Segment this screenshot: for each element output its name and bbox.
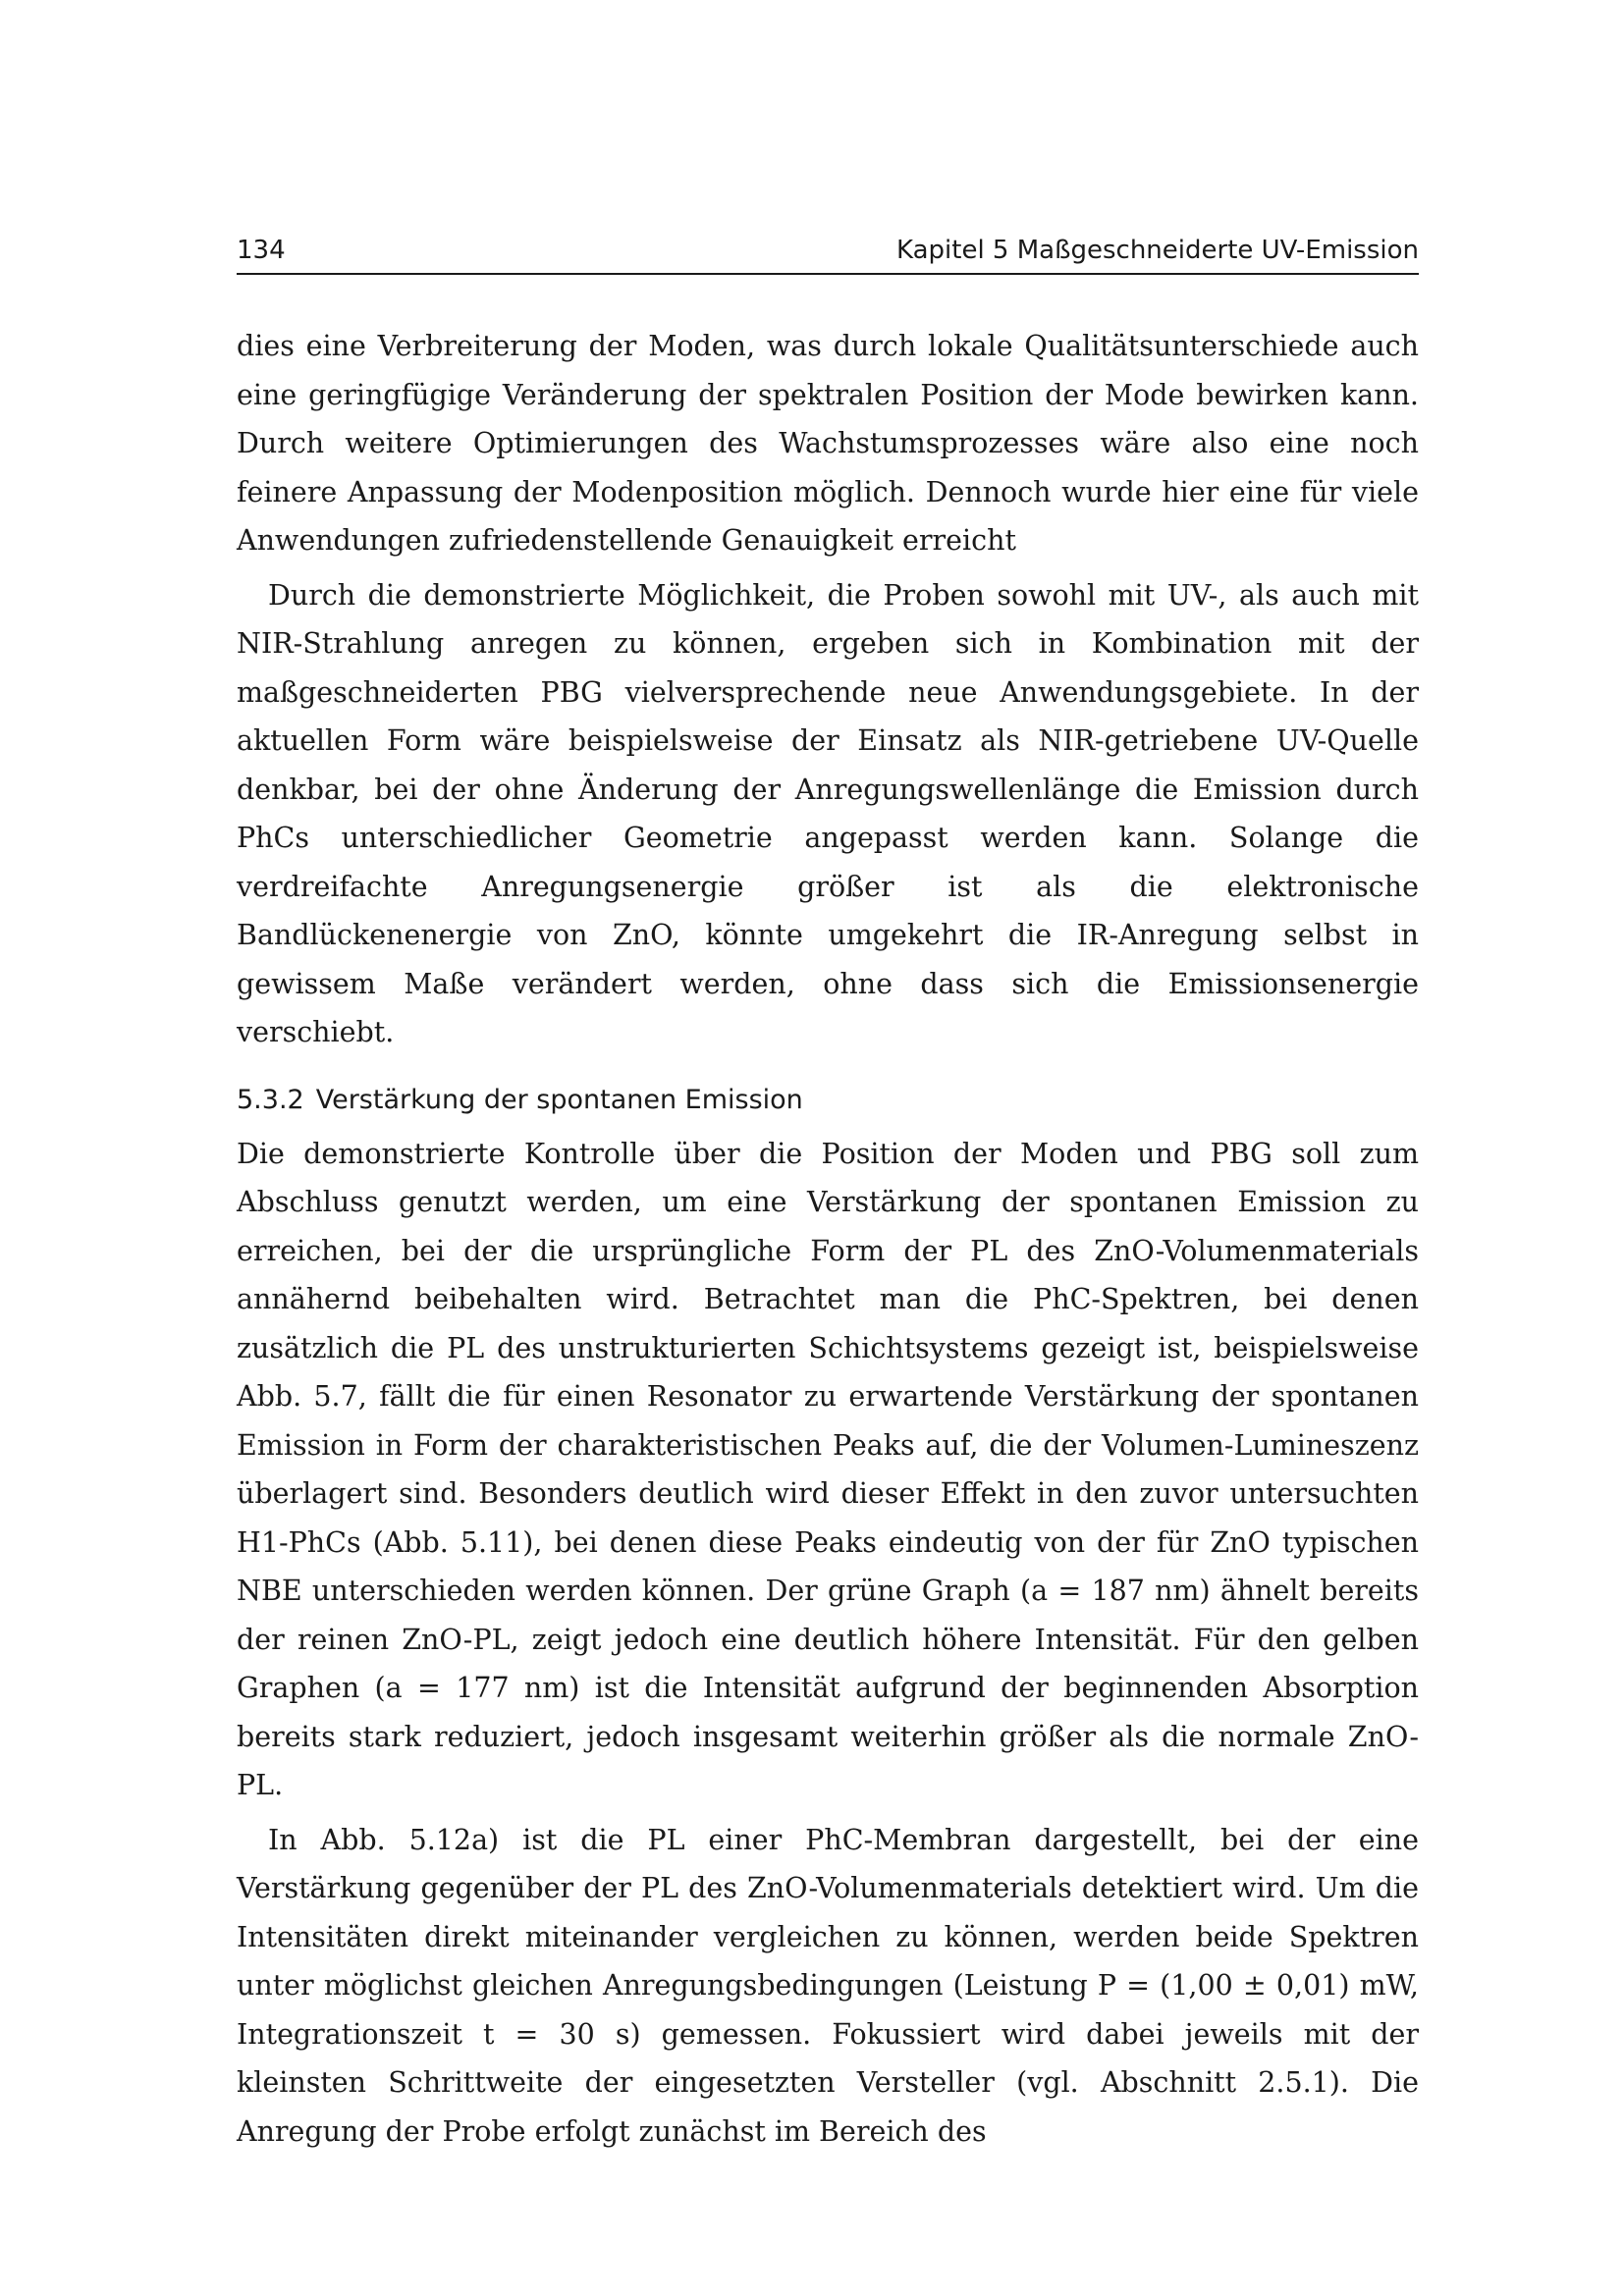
paragraph-4: In Abb. 5.12a) ist die PL einer PhC-Membran dargestellt, bei der eine Verstärkung gegenüber der PL des ZnO-Volumenmaterials detektiert wird. Um die Intensitäten direkt miteinander vergleichen zu können, werden beide Spektren unter möglichst gleichen Anregungsbedingungen (Leistung P = (1,00 ± 0,01) mW, Integrationszeit t = 30 s) gemessen. Fokussiert wird dabei jeweils mit der kleinsten Schrittweite der eingesetzten Versteller (vgl. Abschnitt 2.5.1). Die Anregung der Probe erfolgt zunächst im Bereich des	[237, 1823, 1419, 2148]
page-number: 134	[237, 236, 286, 265]
paragraph-3: Die demonstrierte Kontrolle über die Position der Moden und PBG soll zum Abschluss genutzt werden, um eine Verstärkung der spontanen Emission zu erreichen, bei der die ursprüngliche Form der PL des ZnO-Volumenmaterials annähernd beibehalten wird. Betrachtet man die PhC-Spektren, bei denen zusätzlich die PL des unstrukturierten Schichtsystems gezeigt ist, beispielsweise Abb. 5.7, fällt die für einen Resonator zu erwartende Verstärkung der spontanen Emission in Form der charakteristischen Peaks auf, die der Volumen-Lumineszenz überlagert sind. Besonders deutlich wird dieser Effekt in den zuvor untersuchten H1-PhCs (Abb. 5.11), bei denen diese Peaks eindeutig von der für ZnO typischen NBE unterschieden werden können. Der grüne Graph (a = 187 nm) ähnelt bereits der reinen ZnO-PL, zeigt jedoch eine deutlich höhere Intensität. Für den gelben Graphen (a = 177 nm) ist die Intensität aufgrund der beginnenden Absorption bereits stark reduziert, jedoch insgesamt weiterhin größer als die normale ZnO-PL.	[237, 1137, 1419, 1801]
chapter-title: Kapitel 5 Maßgeschneiderte UV-Emission	[896, 236, 1419, 265]
section-title: Verstärkung der spontanen Emission	[315, 1084, 803, 1115]
paragraph-1: dies eine Verbreiterung der Moden, was durch lokale Qualitätsunterschiede auch eine geringfügige Veränderung der spektralen Position der Mode bewirken kann. Durch weitere Optimierungen des Wachstumsprozesses wäre also eine noch feinere Anpassung der Modenposition möglich. Dennoch wurde hier eine für viele Anwendungen zufriedenstellende Genauigkeit erreicht	[237, 330, 1419, 557]
running-head	[237, 236, 1419, 275]
body-text	[237, 322, 1419, 2156]
section-heading	[237, 1081, 1419, 1120]
paragraph-2: Durch die demonstrierte Möglichkeit, die Proben sowohl mit UV-, als auch mit NIR-Strahlung anregen zu können, ergeben sich in Kombination mit der maßgeschneiderten PBG vielversprechende neue Anwendungsgebiete. In der aktuellen Form wäre beispielsweise der Einsatz als NIR-getriebene UV-Quelle denkbar, bei der ohne Änderung der Anregungswellenlänge die Emission durch PhCs unterschiedlicher Geometrie angepasst werden kann. Solange die verdreifachte Anregungsenergie größer ist als die elektronische Bandlückenenergie von ZnO, könnte umgekehrt die IR-Anregung selbst in gewissem Maße verändert werden, ohne dass sich die Emissionsenergie verschiebt.	[237, 578, 1419, 1048]
section-number: 5.3.2	[237, 1084, 304, 1115]
page	[237, 236, 1419, 2162]
